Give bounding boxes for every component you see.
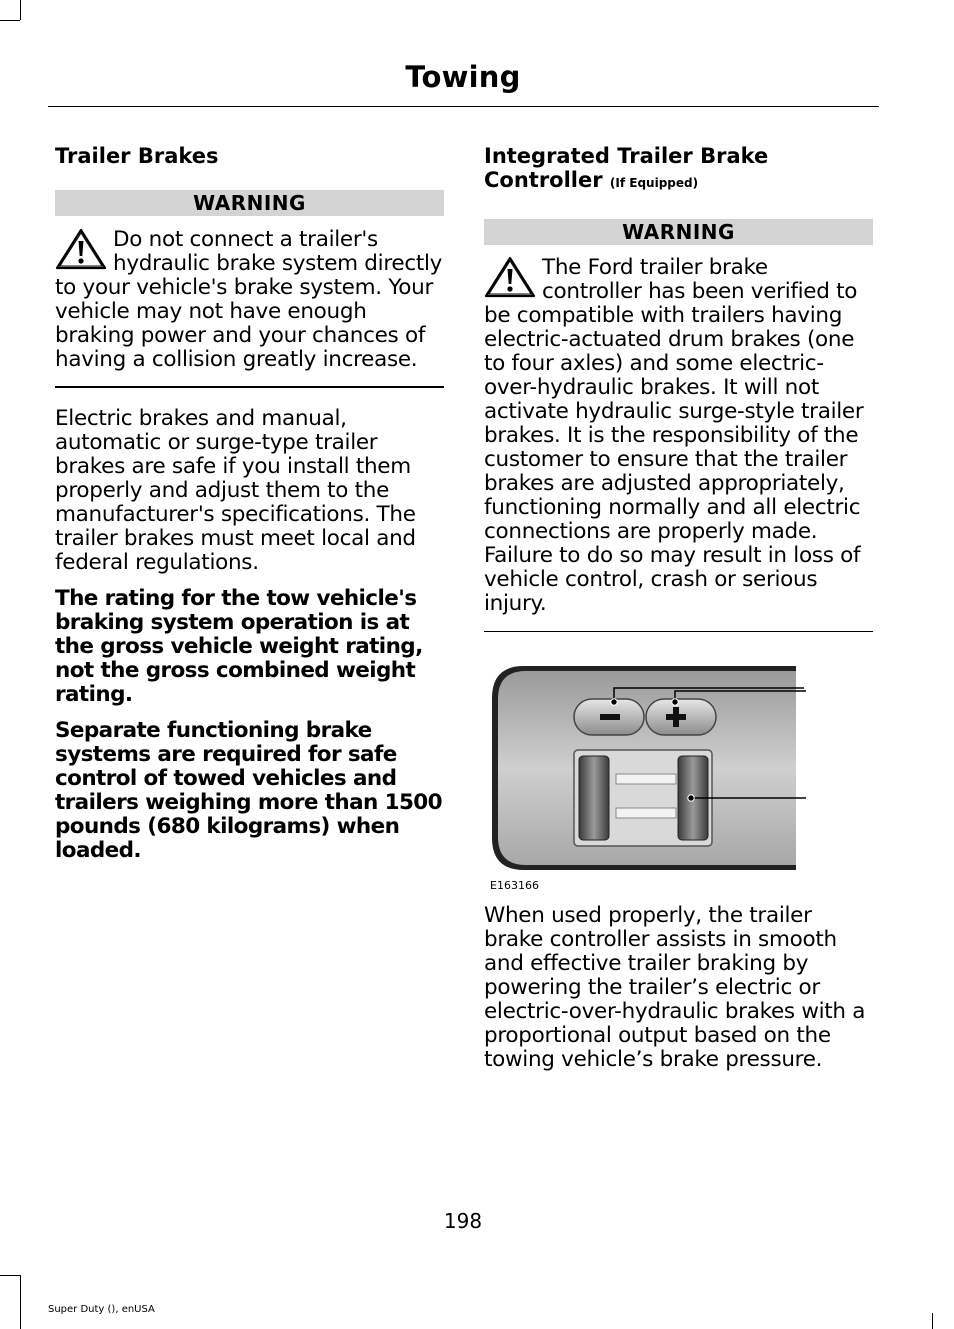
bold-paragraph: Separate functioning brake systems are required for safe control of towed vehicles and trailers weighing more than 1500 pounds (680 kilograms) when loaded.: [55, 718, 443, 863]
warning-triangle-icon: [484, 256, 536, 300]
warning-text: The Ford trailer brake controller has been verified to be compatible with trailers having electric-actuated drum brakes (one to four axles) and some electric-over-hydraulic brakes. It will not activate hydraulic surge-style trailer brakes. It is the responsibility of the customer to ensure that the trailer brakes are adjusted appropriately, functioning normally and all electric connections are properly made. Failure to do so may result in loss of vehicle control, crash or serious injury.: [484, 255, 864, 616]
crop-mark: [20, 0, 21, 20]
heading-note: (If Equipped): [609, 176, 699, 190]
crop-mark: [0, 1275, 20, 1276]
warning-text: Do not connect a trailer's hydraulic brake system directly to your vehicle's brake system. Your vehicle may not have enough braking power and your chances of having a collision greatly increase.: [55, 227, 443, 372]
left-column: [55, 144, 444, 863]
page-title: Towing: [405, 60, 521, 94]
crop-mark: [932, 1313, 933, 1329]
section-heading-integrated-controller: [484, 144, 873, 195]
bold-paragraph: The rating for the tow vehicle's braking system operation is at the gross vehicle weight rating, not the gross combined weight rating.: [55, 586, 423, 707]
warning-triangle-icon: [55, 228, 107, 272]
crop-mark: [20, 1275, 21, 1329]
brake-controller-illustration: [484, 662, 873, 877]
footer-doc-info: Super Duty (), enUSA: [48, 1304, 155, 1315]
warning-box: [484, 256, 873, 616]
heading-text: Integrated Trailer Brake Controller: [484, 144, 769, 192]
warning-box: [55, 228, 444, 372]
brake-controller-figure: [484, 662, 873, 892]
figure-id: E163166: [490, 879, 539, 892]
section-heading-trailer-brakes: Trailer Brakes: [55, 144, 219, 168]
right-column: [484, 144, 873, 1072]
body-paragraph: Electric brakes and manual, automatic or surge-type trailer brakes are safe if you install them properly and adjust them to the manufacturer's specifications. The trailer brakes must meet local and federal regulations.: [55, 406, 416, 575]
warning-label: WARNING: [55, 190, 444, 216]
crop-mark: [0, 20, 20, 21]
warning-label: WARNING: [484, 219, 873, 245]
body-paragraph: When used properly, the trailer brake controller assists in smooth and effective trailer braking by powering the trailer’s electric or electric-over-hydraulic brakes with a proportional output based on the towing vehicle’s brake pressure.: [484, 903, 866, 1072]
header-divider: [48, 106, 879, 107]
minus-icon: [600, 714, 620, 720]
page-number: 198: [443, 1209, 483, 1233]
